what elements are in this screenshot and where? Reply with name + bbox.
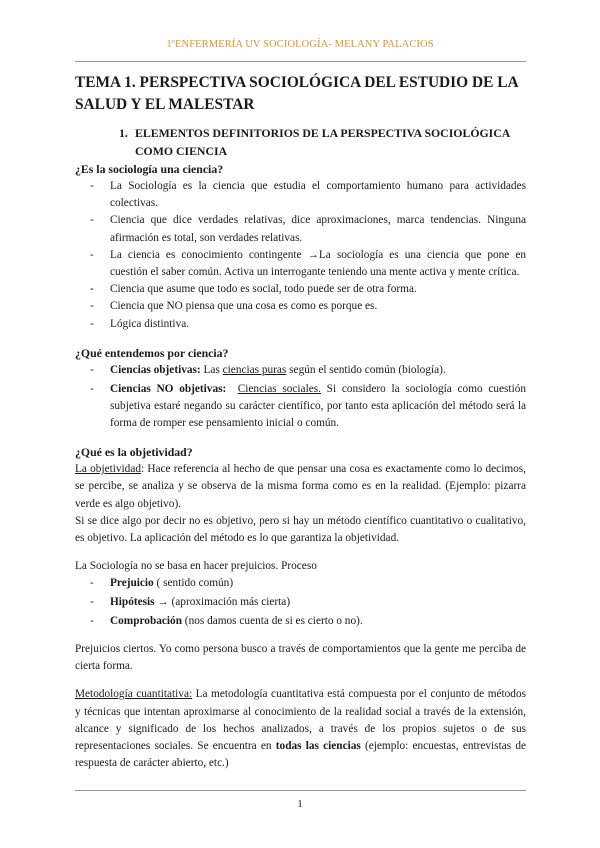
method-paragraph: Si se dice algo por decir no es objetivo, pero si hay un método científico cuantitativo o cualitativo, es objetivo. La aplicación del método es lo que garantiza la objetividad. (75, 514, 526, 544)
section-title: ELEMENTOS DEFINITORIOS DE LA PERSPECTIVA SOCIOLÓGICA COMO CIENCIA (135, 126, 510, 158)
science-types-list (75, 362, 526, 432)
paragraph-text: : Hace referencia al hecho de que pensar una cosa es exactamente como lo decimos, se percibe, se analiza y se observa de la misma forma como es en la realidad. (Ejemplo: pizarra verde es algo objetivo). (75, 463, 526, 510)
process-list (75, 575, 526, 630)
item-underlined: Ciencias sociales. (237, 382, 321, 395)
list-item: - La Sociología es la ciencia que estudia el comportamiento humano para actividades colectivas. (75, 178, 526, 212)
item-label: Prejuicio (110, 577, 154, 590)
prejudice-paragraph: Prejuicios ciertos. Yo como persona busco a través de comportamientos que la gente me perciba de cierta forma. (75, 642, 526, 673)
list-item (75, 575, 526, 592)
list-item: - La ciencia es conocimiento contingente →La sociología es una ciencia que pone en cuestión el saber común. Activa un interrogante teniendo una mente activa y mente crítica. (75, 247, 526, 281)
objectivity-paragraph (75, 461, 526, 513)
bold-phrase: todas las ciencias (275, 739, 361, 752)
item-text: Si considero la sociología como cuestión subjetiva estaré negando su carácter científico, por tanto esta aplicación del método será la forma de romper ese pensamiento inicial o común. (110, 382, 526, 429)
question-heading-3: ¿Qué es la objetividad? (75, 445, 193, 460)
paragraph-text: La metodología cuantitativa está compuesta por el conjunto de métodos y técnicas que intentan aproximarse al conocimiento de la realidad social a través de la extensión, alcance y significado de los hechos analizados, a través de los propios sujetos o de sus representaciones sociales. Se encuentra en (75, 688, 526, 752)
section-number: 1. (119, 126, 128, 140)
page-number: 1 (297, 798, 303, 810)
item-text: ( sentido común) (153, 577, 234, 590)
list-item: - Ciencia que asume que todo es social, todo puede ser de otra forma. (75, 281, 526, 298)
item-underlined: ciencias puras (222, 363, 287, 376)
prejudice-intro: La Sociología no se basa en hacer prejuicios. Proceso (75, 560, 317, 573)
science-list (75, 178, 526, 333)
footer-divider (75, 790, 526, 791)
item-text: (nos damos cuenta de si es cierto o no). (181, 614, 363, 627)
item-text: Las (200, 363, 223, 376)
page-content (75, 72, 526, 772)
quantitative-paragraph (75, 686, 526, 772)
list-item: - Ciencia que dice verdades relativas, dice aproximaciones, marca tendencias. Ninguna afirmación es total, son verdades relativas. (75, 212, 526, 246)
list-item (75, 594, 526, 611)
section-heading (75, 124, 526, 160)
item-label: Ciencias NO objetivas: (110, 382, 227, 395)
item-text (226, 383, 237, 395)
item-label: Ciencias objetivas: (110, 363, 201, 376)
item-text: según el sentido común (biología). (286, 363, 446, 376)
header-divider (75, 61, 526, 62)
paragraph-text: (ejemplo: encuestas, entrevistas de respuesta de carácter abierto, etc.) (75, 739, 527, 770)
question-heading-1: ¿Es la sociología una ciencia? (75, 162, 224, 176)
item-text: → (aproximación más cierta) (154, 596, 291, 609)
list-item (75, 381, 526, 433)
quantitative-term: Metodología cuantitativa: (75, 688, 193, 701)
question-heading-2: ¿Qué entendemos por ciencia? (75, 345, 229, 360)
list-item (75, 613, 526, 630)
page-header: 1ºENFERMERÍA UV SOCIOLOGÍA- MELANY PALACIOS (166, 39, 434, 50)
item-label: Comprobación (110, 614, 182, 627)
list-item: - Lógica distintiva. (75, 316, 526, 333)
page-title: TEMA 1. PERSPECTIVA SOCIOLÓGICA DEL ESTUDIO DE LA SALUD Y EL MALESTAR (75, 74, 518, 113)
list-item (75, 362, 526, 379)
item-label: Hipótesis (110, 596, 155, 609)
list-item: - Ciencia que NO piensa que una cosa es como es porque es. (75, 298, 526, 315)
objectivity-term: La objetividad (75, 463, 141, 476)
